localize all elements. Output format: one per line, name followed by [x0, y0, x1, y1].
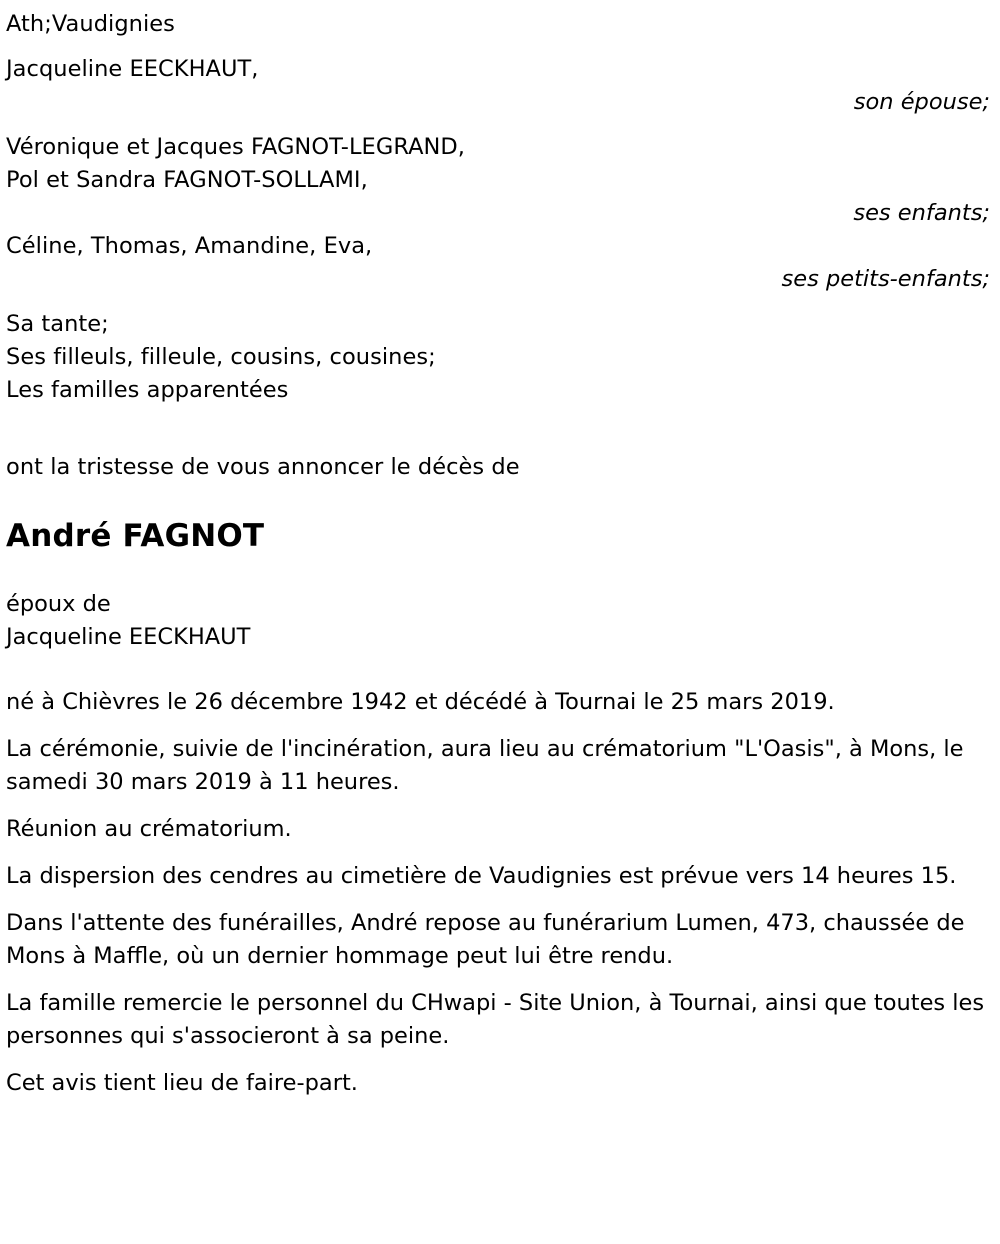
spouse-prefix: époux de	[6, 591, 111, 617]
spacer	[6, 407, 994, 451]
survivor-group-grandchildren	[6, 230, 994, 296]
other-relation-item: Les familles apparentées	[6, 377, 289, 403]
funerarium-paragraph: Dans l'attente des funérailles, André repose au funérarium Lumen, 473, chaussée de Mons à Maffle, où un dernier hommage peut lui être rendu.	[6, 910, 965, 969]
birth-death-paragraph: né à Chièvres le 26 décembre 1942 et décédé à Tournai le 25 mars 2019.	[6, 689, 835, 715]
faire-part-paragraph: Cet avis tient lieu de faire-part.	[6, 1070, 358, 1096]
survivor-name: Pol et Sandra FAGNOT-SOLLAMI,	[6, 167, 368, 193]
relation-label-spouse: son épouse;	[853, 89, 990, 115]
spacer	[6, 654, 994, 686]
other-relation-item: Ses filleuls, filleule, cousins, cousines;	[6, 344, 436, 370]
other-relations	[6, 308, 994, 407]
survivor-name: Jacqueline EECKHAUT,	[6, 56, 259, 82]
relation-label-grandchildren: ses petits-enfants;	[781, 266, 990, 292]
spacer	[6, 296, 994, 308]
survivor-group-spouse	[6, 53, 994, 119]
thanks-paragraph: La famille remercie le personnel du CHwapi - Site Union, à Tournai, ainsi que toutes les personnes qui s'associeront à sa peine.	[6, 990, 985, 1049]
spacer	[6, 556, 994, 588]
deceased-name: André FAGNOT	[6, 518, 265, 554]
spacer	[6, 41, 994, 53]
ashes-dispersion-paragraph: La dispersion des cendres au cimetière de Vaudignies est prévue vers 14 heures 15.	[6, 863, 957, 889]
reunion-paragraph: Réunion au crématorium.	[6, 816, 292, 842]
locality-line: Ath;Vaudignies	[6, 11, 175, 37]
relation-label-children: ses enfants;	[853, 200, 990, 226]
survivor-group-children	[6, 131, 994, 230]
announcement-lead: ont la tristesse de vous annoncer le décès de	[6, 454, 520, 480]
other-relation-item: Sa tante;	[6, 311, 109, 337]
survivor-name: Véronique et Jacques FAGNOT-LEGRAND,	[6, 134, 465, 160]
ceremony-paragraph: La cérémonie, suivie de l'incinération, aura lieu au crématorium "L'Oasis", à Mons, le samedi 30 mars 2019 à 11 heures.	[6, 736, 964, 795]
spacer	[6, 119, 994, 131]
survivor-name: Céline, Thomas, Amandine, Eva,	[6, 233, 373, 259]
spacer	[6, 484, 994, 516]
spouse-name: Jacqueline EECKHAUT	[6, 624, 251, 650]
spouse-reference	[6, 588, 994, 654]
